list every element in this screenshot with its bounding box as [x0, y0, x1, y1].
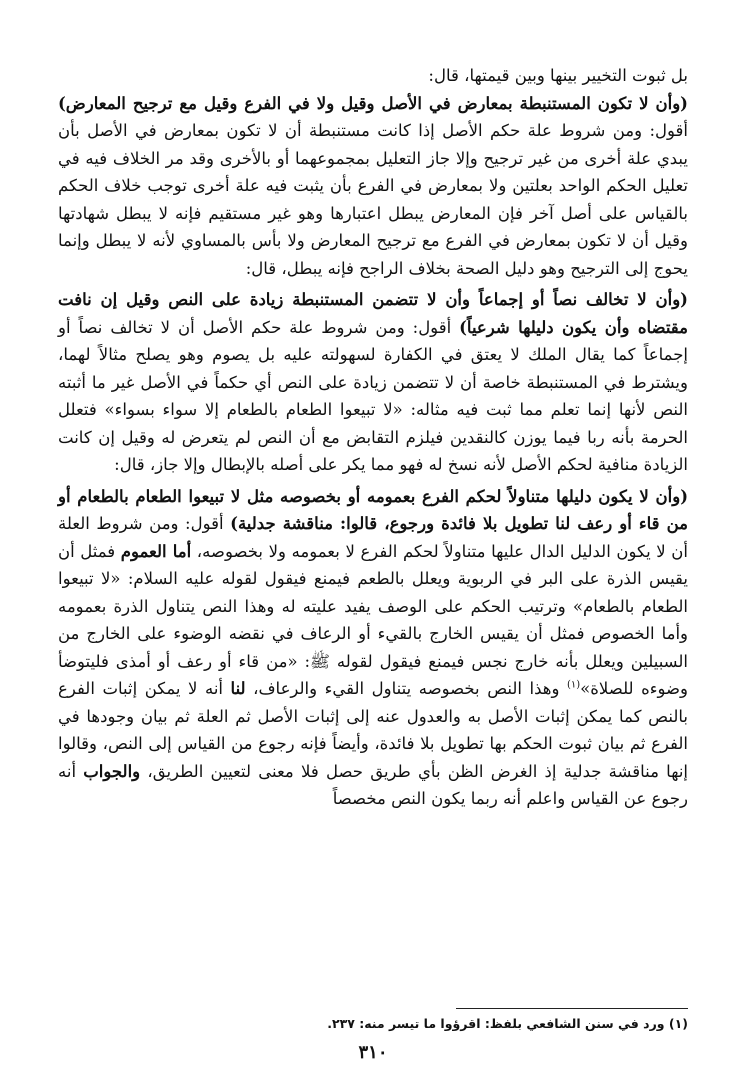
intro-line — [58, 62, 688, 90]
paragraph-3-term-umum: أما العموم — [120, 541, 192, 561]
paragraph-1-heading: (وأن لا تكون المستنبطة بمعارض في الأصل وقيل ولا في الفرع وقيل مع ترجيح المعارض) — [58, 93, 688, 113]
paragraph-1 — [58, 90, 688, 283]
footnote: (١) ورد في سنن الشافعي بلفظ: اقرؤوا ما تيسر منه: ٢٣٧. — [327, 1016, 688, 1031]
paragraph-3 — [58, 483, 688, 813]
paragraph-3-heading: (وأن لا يكون دليلها متناولاً لحكم الفرع بعمومه أو بخصوصه مثل لا تبيعوا الطعام بالطعام أو من قاء أو رعف لنا تطويل بلا فائدة ورجوع، قالوا: مناقشة جدلية) — [58, 486, 688, 533]
paragraph-3-body-e: أنه رجوع عن القياس واعلم أنه ربما يكون النص مخصصاً — [58, 761, 688, 808]
paragraph-3-body-a: أقول: ومن شروط العلة أن لا يكون الدليل الدال عليها متناولاً لحكم الفرع لا بعمومه ولا بخصوصه، — [58, 514, 689, 561]
paragraph-2 — [58, 286, 688, 479]
paragraph-3-term-lana: لنا — [230, 679, 246, 698]
intro-text: بل ثبوت التخيير بينها وبين قيمتها، قال: — [428, 66, 688, 85]
footnote-divider — [456, 1008, 688, 1009]
paragraph-2-heading: (وأن لا تخالف نصاً أو إجماعاً وأن لا تتضمن المستنبطة زيادة على النص وقيل إن نافت مقتضاه وأن يكون دليلها شرعياً) — [58, 290, 688, 337]
paragraph-3-term-jawab: والجواب — [83, 761, 141, 781]
paragraph-2-body: أقول: ومن شروط علة حكم الأصل أن لا تخالف نصاً أو إجماعاً كما يقال الملك لا يعتق في الكفارة لسهولته عليه بل يصوم وهو يصلح مثالاً لهما، ويشترط في المستنبطة خاصة أن لا تتضمن زيادة على النص أي حكماً في الأصل غير ما أثبته النص لأنها إنما تعلم مما ثبت فيه مثاله: «لا تبيعوا الطعام بالطعام إلا سواء بسواء» فتعلل الحرمة بأنه ربا فيما يوزن كالنقدين فيلزم التقابض مع أن النص لم يتعرض له وقيل إن كانت الزيادة منافية لحكم الأصل لأنه نسخ له فهو مما يكر على أصله بالإبطال وإلا جاز، قال: — [58, 317, 688, 474]
paragraph-3-body-d: أنه لا يمكن إثبات الفرع بالنص كما يمكن إثبات الأصل به والعدول عنه إلى إثبات الأصل ثم العلة ثم بيان وجودها في الفرع ثم بيان ثبوت الحكم بها تطويل بلا فائدة، وأيضاً فإنه رجوع من القياس إلى النص، وقالوا إنها مناقشة جدلية إذ الغرض الظن بأي طريق حصل فلا معنى لتعيين الطريق، — [58, 679, 688, 781]
page-number: ٣١٠ — [358, 1042, 388, 1063]
paragraph-3-body-c: وهذا النص بخصوصه يتناول القيء والرعاف، — [245, 679, 567, 698]
paragraph-1-body: أقول: ومن شروط علة حكم الأصل إذا كانت مستنبطة أن لا تكون بمعارض في الأصل بأن يبدي علة أخرى من غير ترجيح وإلا جاز التعليل بمجموعهما أو بالأخرى وقد مر الخلاف فيه في تعليل الحكم الواحد بعلتين ولا بمعارض في الفرع بأن يثبت فيه علة أخرى توجب خلاف الحكم بالقياس على أصل آخر فإن المعارض يبطل اعتبارها وهو غير مستقيم فإنه لا يبطل شهادتها وقيل أن لا تكون بمعارض في الفرع مع ترجيح المعارض ولا بأس بالمساوي لأنه لا يبطل وإنما يحوج إلى الترجيح وهو دليل الصحة بخلاف الراجح فإنه يبطل، قال: — [58, 121, 688, 278]
paragraph-3-body-b: فمثل أن يقيس الذرة على البر في الربوية ويعلل بالطعم فيمنع فيقول لقوله عليه السلام: «لا تبيعوا الطعام بالطعام» وترتيب الحكم على الوصف يفيد عليته له وهذا النص يتناول الذرة بعمومه وأما الخصوص فمثل أن يقيس الخارج بالقيء أو الرعاف في نقضه الوضوء على الخارج من السبيلين ويعلل بأنه خارج نجس فيمنع فيقول لقوله ﷺ: «من قاء أو رعف أو أمذى فليتوضأ وضوءه للصلاة» — [58, 541, 688, 698]
footnote-marker: (١) — [566, 679, 581, 691]
